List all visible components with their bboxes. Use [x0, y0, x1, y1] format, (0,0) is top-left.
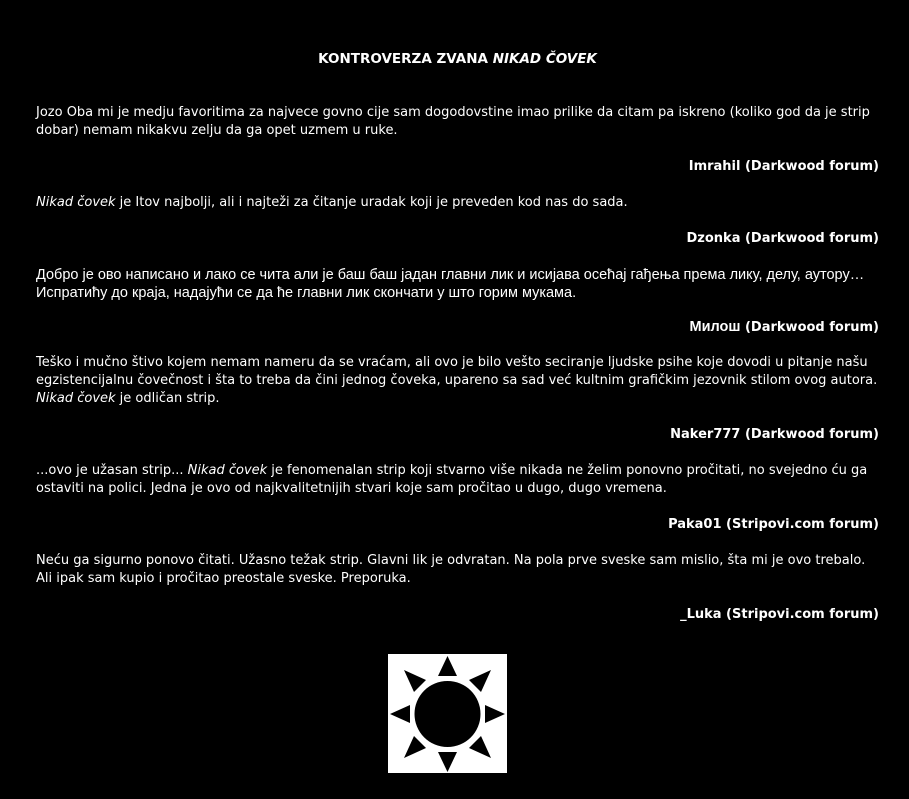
quote-emphasis: Nikad čovek: [36, 195, 116, 210]
author-source: (Stripovi.com forum): [721, 517, 879, 532]
author-name: _Luka: [680, 607, 722, 622]
review-quote: [36, 104, 879, 140]
quote-text: Teško i mučno štivo kojem nemam nameru da se vraćam, ali ovo je bilo vešto seciranje ljudske psihe koje dovodi u pitanje našu egzistencijalnu čovečnost i šta to treba da čini jednog čoveka, upareno sa sad već kultnim grafičkim jezovnik stilom ovog autora.: [36, 355, 878, 388]
author-name: Милош: [689, 319, 741, 335]
quote-emphasis: Nikad čovek: [36, 391, 116, 406]
quote-text: Добро је ово написано и лако се чита али је баш баш јадан главни лик и исијава осећај гађења према лику, делу, аутору… Испратићу до краја, надајући се да ће главни лик скончати у што горим мукама.: [36, 267, 865, 301]
author-source: (Darkwood forum): [740, 159, 879, 174]
author-name: Dzonka: [686, 231, 741, 246]
sun-icon: [388, 654, 507, 773]
sun-disc: [415, 681, 481, 747]
author-name: Imrahil: [688, 159, 741, 174]
review-quote: [36, 552, 879, 588]
quote-text-end: je odličan strip.: [115, 391, 220, 406]
author-name: Naker777: [670, 427, 741, 442]
quote-text-end: je fenomenalan strip koji stvarno više nikada ne želim ponovno pročitati, no svejedno ću ga ostaviti na polici. Jedna je ovo od najkvalitetnijih stvari koje sam pročitao u dugo, dugo vremena.: [36, 463, 868, 496]
sun-logo: [388, 654, 507, 773]
author-source: (Stripovi.com forum): [721, 607, 879, 622]
review-author: [36, 606, 879, 624]
review-author: [36, 426, 879, 444]
review-quote: [36, 354, 879, 408]
review-author: [36, 318, 879, 337]
quote-text: ...ovo je užasan strip...: [36, 463, 188, 478]
review-quote: [36, 462, 879, 498]
review-author: [36, 158, 879, 176]
review-quote: [36, 194, 879, 212]
review-author: [36, 230, 879, 248]
quote-text: Neću ga sigurno ponovo čitati. Užasno težak strip. Glavni lik je odvratan. Na pola prve sveske sam mislio, šta mi je ovo trebalo. Ali ipak sam kupio i pročitao preostale sveske. Preporuka.: [36, 553, 866, 586]
quote-emphasis: Nikad čovek: [187, 463, 268, 478]
quote-text: je Itov najbolji, ali i najteži za čitanje uradak koji je preveden kod nas do sada.: [115, 195, 628, 210]
author-source: (Darkwood forum): [740, 320, 879, 335]
page-title: [36, 50, 879, 68]
author-name: Paka01: [668, 517, 722, 532]
quote-text: Jozo Oba mi je medju favoritima za najvece govno cije sam dogodovstine imao prilike da citam pa iskreno (koliko god da je strip dobar) nemam nikakvu zelju da ga opet uzmem u ruke.: [36, 105, 870, 138]
review-author: [36, 516, 879, 534]
author-source: (Darkwood forum): [740, 427, 879, 442]
title-emphasis: NIKAD ČOVEK: [492, 51, 597, 67]
review-quote: [36, 266, 879, 302]
title-prefix: KONTROVERZA ZVANA: [318, 51, 493, 67]
author-source: (Darkwood forum): [740, 231, 879, 246]
